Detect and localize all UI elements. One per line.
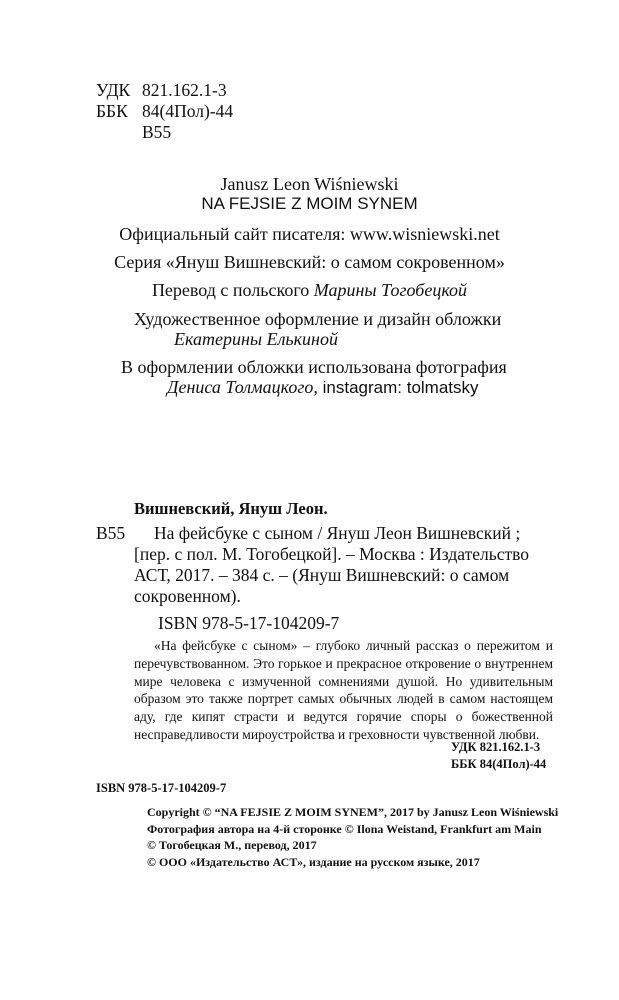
translator-name: Марины Тогобецкой (313, 280, 468, 300)
translation-line (0, 280, 619, 300)
author-mark: В55 (142, 122, 172, 142)
author-mark-row (96, 122, 233, 143)
copyright-block (147, 804, 558, 870)
copyright-line-1: Copyright © “NA FEJSIE Z MOIM SYNEM”, 2017 by Janusz Leon Wiśniewski (147, 805, 559, 819)
site-prefix: Официальный сайт писателя: (119, 224, 350, 244)
copyright-line-2: Фотография автора на 4-й сторонке © Ilona Weistand, Frankfurt am Main (147, 821, 542, 836)
catalog-line-4: сокровенном). (134, 586, 241, 606)
photographer-line (121, 377, 507, 398)
photographer-name: Дениса Толмацкого, (167, 377, 318, 397)
udk-row (96, 80, 233, 101)
photo-line: В оформлении обложки использована фотография (121, 357, 507, 377)
instagram-handle: instagram: tolmatsky (317, 378, 479, 397)
catalog-mark: В55 (96, 523, 126, 543)
catalog-isbn: ISBN 978-5-17-104209-7 (158, 613, 340, 633)
design-block (134, 309, 501, 349)
photo-block (121, 357, 507, 398)
designer-name: Екатерины Елькиной (174, 329, 338, 349)
catalog-line-3: АСТ, 2017. – 384 с. – (Януш Вишневский: о самом (134, 565, 510, 585)
catalog-heading: Вишневский, Януш Леон. (134, 499, 328, 518)
bbk-short: ББК 84(4Пол)-44 (451, 757, 547, 771)
bbk-label: ББК (96, 101, 128, 121)
classification-block (96, 80, 233, 143)
official-site-line (0, 224, 619, 244)
copyright-line-4: © ООО «Издательство АСТ», издание на русском языке, 2017 (147, 854, 480, 869)
site-url: www.wisniewski.net (349, 224, 500, 244)
design-line: Художественное оформление и дизайн обложки (134, 309, 502, 329)
catalog-description (134, 523, 559, 607)
catalog-line-1: На фейсбуке с сыном / Януш Леон Вишневский ; (154, 523, 521, 543)
copyright-line-3: © Тогобецкая М., перевод, 2017 (147, 838, 317, 852)
bbk-row (96, 101, 233, 122)
translation-prefix: Перевод с польского (151, 280, 314, 300)
original-title: NA FEJSIE Z MOIM SYNEM (201, 194, 418, 213)
bbk-value: 84(4Пол)-44 (142, 101, 234, 121)
series-line: Серия «Януш Вишневский: о самом сокровенном» (114, 252, 505, 272)
udk-label: УДК (96, 80, 131, 100)
annotation: «На фейсбуке с сыном» – глубоко личный рассказ о пережитом и перечувствованном. Это горькое и прекрасное откровение о внутреннем мире человека с измученной сомнениями душой. Но удивительным образом это также портрет самых обычных людей в самом настоящем аду, где кипят страсти и ведутся горячие споры о божественной несправедливости мироустройства и греховности чувственной любви. (134, 638, 553, 742)
catalog-line-2: [пер. с пол. М. Тогобецкой]. – Москва : Издательство (134, 544, 530, 564)
isbn-bottom: ISBN 978-5-17-104209-7 (96, 781, 227, 795)
udk-value: 821.162.1-3 (142, 80, 227, 100)
udk-short: УДК 821.162.1-3 (451, 740, 541, 754)
original-author: Janusz Leon Wiśniewski (220, 174, 399, 194)
